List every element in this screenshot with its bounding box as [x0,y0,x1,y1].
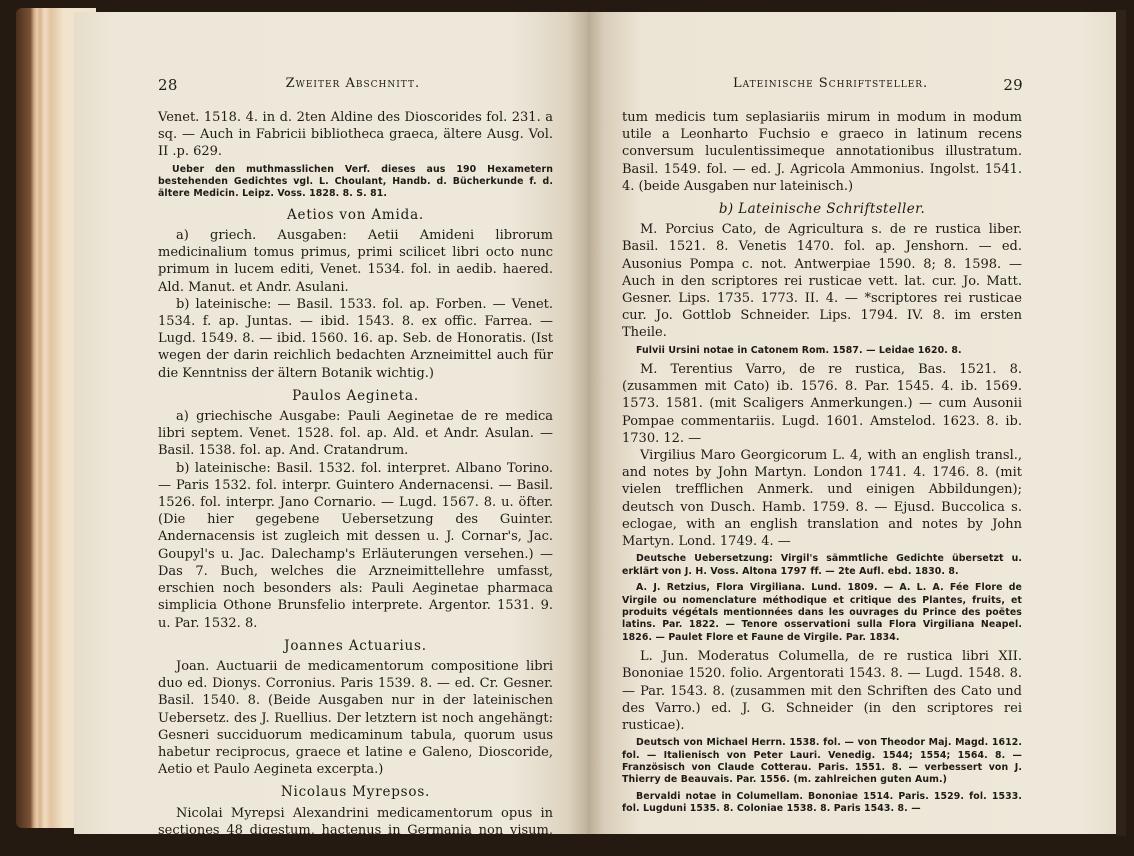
footnote-paragraph: Fulvii Ursini notae in Catonem Rom. 1587. — Leidae 1620. 8. [636,344,962,356]
body-paragraph: M. Porcius Cato, de Agricultura s. de re rustica liber. Basil. 1521. 8. Venetis 1470. fol. ap. Jenshorn. — ed. Ausonius Pompa c. not. Antwerpiae 1590. 8; 8. 1598. — Auch in den scriptores rei rusticae vett. lat. cur. Jo. Matt. Gesner. Lips. 1735. 1773. II. 4. — *scriptores rei rusticae cur. Jo. Gottlob Schneider. Lips. 1794. IV. 8. im ersten Theile. [622,222,1022,341]
right-page [588,12,1124,834]
body-paragraph: Joan. Auctuarii de medicamentorum compositione libri duo ed. Dionys. Corronius. Paris 1539. 8. — ed. Cr. Gesner. Basil. 1540. 8. (Beide Ausgaben nur in der lateinischen Uebersetz. des J. Ruellius. Der letztern ist noch angehängt: Gesneri succiduorum medicaminum tabula, quorum usus habetur reciprocus, graece et latine e Galeno, Dioscoride, Aetio et Paulo Aegineta excerpta.) [158,658,553,778]
right-page-number: 29 [1003,76,1023,94]
footnote-paragraph: Deutsche Uebersetzung: Virgil's sämmtliche Gedichte übersetzt u. erklärt von J. H. Voss. Altona 1797 ff. — 2te Aufl. ebd. 1830. 8. [622,553,1022,577]
body-paragraph: tum medicis tum seplasiariis mirum in modum in modum utile a Leonharto Fuchsio e graeco in latinum recens conversum luculentissimeque annotationibus illustratum. Basil. 1549. fol. — ed. J. Agricola Ammonius. Ingolst. 1541. 4. (beide Ausgaben nur lateinisch.) [622,110,1022,194]
cover-right-edge [1116,10,1126,836]
body-paragraph: L. Jun. Moderatus Columella, de re rustica libri XII. Bononiae 1520. folio. Argentorati 1543. 8. — Lugd. 1548. 8. — Par. 1543. 8. (zusammen mit den Schriften des Cato und des Varro.) ed. J. G. Schneider (in den scriptores rei rusticae). [622,649,1022,733]
body-paragraph: Nicolai Myrepsi Alexandrini medicamentorum opus in sectiones 48 digestum, hactenus in Germania non visum, omnibus [158,805,553,855]
right-running-head [733,76,1023,94]
body-paragraph: M. Terentius Varro, de re rustica, Bas. 1521. 8. (zusammen mit Cato) ib. 1576. 8. Par. 1545. 4. ib. 1569. 1573. 1581. (mit Scaligers Anmerkungen.) — cum Ausonii Pompae commentariis. Lugd. 1601. Amstelod. 1623. 8. ib. 1730. 12. — [622,362,1022,446]
body-paragraph: a) griech. Ausgaben: Aetii Amideni librorum medicinalium tomus primus, primi scilicet libri octo nunc primum in lucem editi, Venet. 1534. fol. in aedib. haered. Ald. Manut. et Andr. Asulani. [158,228,553,295]
section-heading: b) Lateinische Schriftsteller. [718,201,926,218]
body-paragraph: Virgilius Maro Georgicorum L. 4, with an english transl., and notes by John Martyn. London 1741. 4. 1746. 8. (mit vielen trefflichen Anmerk. und einigen Abbildungen); deutsch von Dusch. Hamb. 1759. 8. — Ejusd. Buccolica s. eclogae, with an english translation and notes by John Martyn. Lond. 1749. 4. — [622,448,1022,550]
left-text-column [158,109,553,856]
left-running-head [158,76,548,94]
right-text-column [622,109,1022,820]
section-heading: Paulos Aegineta. [292,387,419,404]
left-page-number: 28 [158,76,178,94]
footnote-paragraph: Deutsch von Michael Herrn. 1538. fol. — von Theodor Maj. Magd. 1612. fol. — Italienisch von Peter Lauri. Venedig. 1544; 1554; 1564. 8. — Französisch von Claude Cotterau. Paris. 1551. 8. — verbessert von J. Thierry de Beauvais. Par. 1556. (m. zahlreichen guten Aum.) [622,737,1022,786]
footnote-paragraph: Ueber den muthmasslichen Verf. dieses aus 190 Hexametern bestehenden Gedichtes vgl. L. Choulant, Handb. d. Bücherkunde f. d. ältere Medicin. Leipz. Voss. 1828. 8. S. 81. [158,163,553,200]
left-running-title: Zweiter Abschnitt. [285,76,421,91]
footnote-paragraph: Bervaldi notae in Columellam. Bononiae 1514. Paris. 1529. fol. 1533. fol. Lugduni 1535. 8. Coloniae 1538. 8. Paris 1543. 8. — [622,790,1022,815]
section-heading: Nicolaus Myrepsos. [280,784,431,801]
body-paragraph: b) lateinische: — Basil. 1533. fol. ap. Forben. — Venet. 1534. f. ap. Juntas. — ibid. 1543. 8. ex offic. Farrea. — Lugd. 1549. 8. — ibid. 1560. 16. ap. Seb. de Honoratis. (Ist wegen der darin reichlich bedachten Arzneimittel auch für die Kenntniss der ältern Botanik wichtig.) [158,296,553,381]
right-running-title: Lateinische Schriftsteller. [733,76,929,91]
footnote-paragraph: A. J. Retzius, Flora Virgiliana. Lund. 1809. — A. L. A. Fée Flore de Virgile ou nomenclature méthodique et critique des Plantes, fruits, et produits végétals mentionnées dans les ouvrages du Prince des poëtes latins. Par. 1822. — Tenore osservationi sulla Flora Virgiliana Neapel. 1826. — Paulet Flore et Faune de Virgile. Par. 1834. [622,582,1022,643]
body-paragraph: Venet. 1518. 4. in d. 2ten Aldine des Dioscorides fol. 231. a sq. — Auch in Fabricii bibliotheca graeca, ältere Ausg. Vol. II .p. 629. [158,110,553,160]
section-heading: Aetios von Amida. [286,206,425,223]
section-heading: Joannes Actuarius. [284,637,427,654]
body-paragraph: a) griechische Ausgabe: Pauli Aeginetae de re medica libri septem. Venet. 1528. fol. ap. Ald. et Andr. Asulan. — Basil. 1538. fol. ap. And. Cratandrum. [158,409,553,459]
left-page [74,12,588,855]
body-paragraph: b) lateinische: Basil. 1532. fol. interpret. Albano Torino. — Paris 1532. fol. interpr. Guintero Andernacensi. — Basil. 1526. fol. interpr. Jano Cornario. — Lugd. 1567. 8. u. öfter. (Die hier gegebene Uebersetzung des Guinter. Andernacensis ist zugleich mit dessen u. J. Cornar's, Jac. Goupyl's u. Jac. Dalechamp's Erläuterungen versehen.) — Das 7. Buch, welches die Arzneimittellehre umfasst, erschien noch besonders als: Pauli Aeginetae pharmaca simplicia Othone Brunsfelio interprete. Argentor. 1531. 9. u. Par. 1532. 8. [158,460,553,631]
